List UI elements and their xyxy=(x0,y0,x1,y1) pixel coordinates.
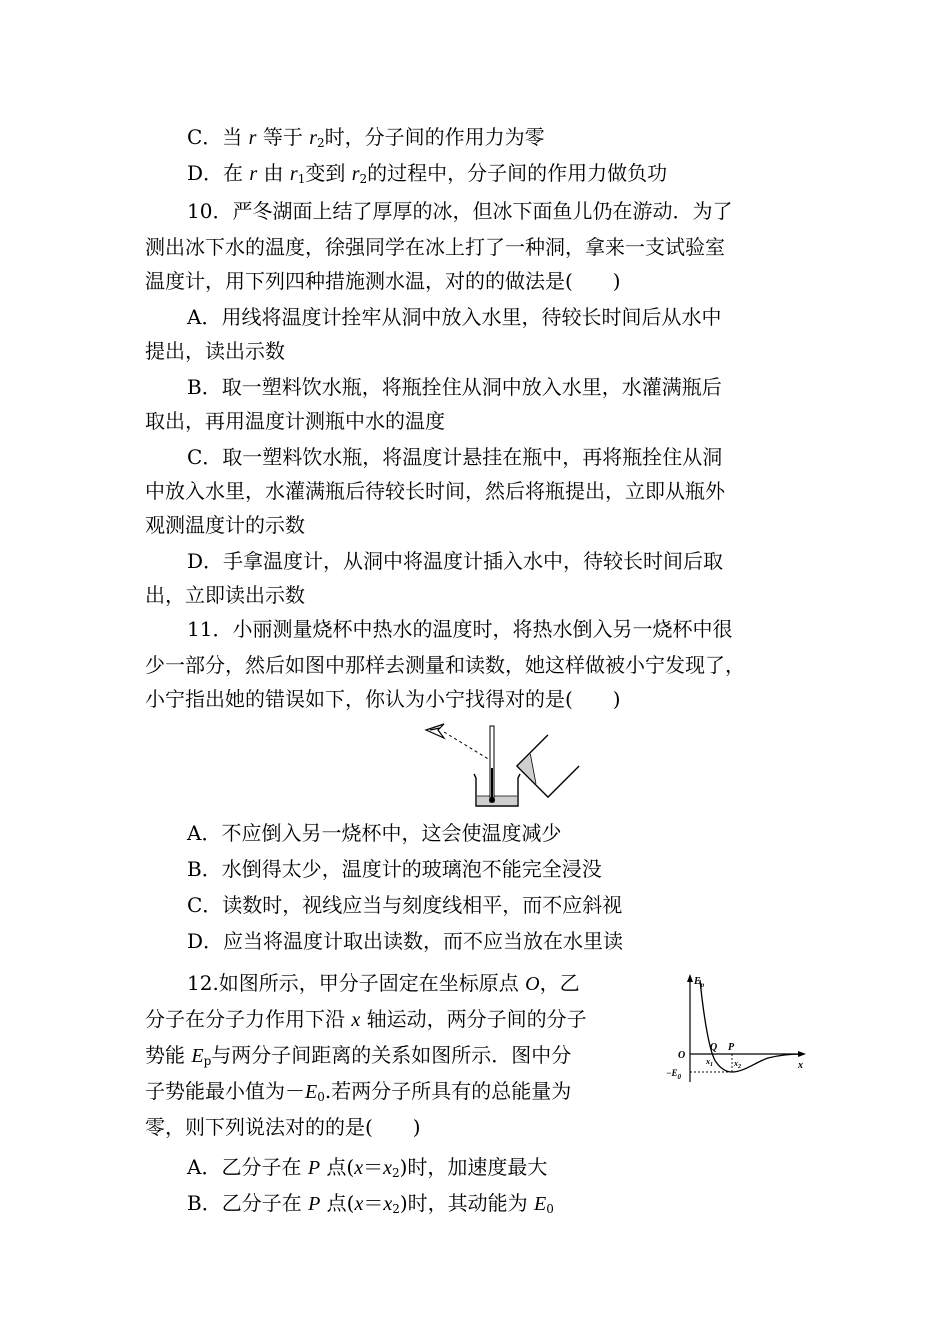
q10-option-b-line1: B．取一塑料饮水瓶，将瓶拴住从洞中放入水里，水灌满瓶后 xyxy=(187,375,722,399)
q10-option-d-line2: 出，立即读出示数 xyxy=(145,583,305,607)
q10-option-b-line2: 取出，再用温度计测瓶中水的温度 xyxy=(145,409,445,433)
x1-label: $x_1$ xyxy=(706,1057,713,1068)
q9-option-d: D．在 r 由 $r_1$变到 $r_2$的过程中，分子间的作用力做负功 xyxy=(187,161,668,186)
q-label: Q xyxy=(710,1042,718,1053)
q10-option-c-line3: 观测温度计的示数 xyxy=(145,513,305,537)
q10-option-a-line1: A．用线将温度计拴牢从洞中放入水里，待较长时间后从水中 xyxy=(187,305,722,329)
xlabel: x xyxy=(798,1060,803,1071)
q11-stem-line1: 11．小丽测量烧杯中热水的温度时，将热水倒入另一烧杯中很 xyxy=(187,617,733,641)
q11-option-d: D．应当将温度计取出读数，而不应当放在水里读 xyxy=(187,929,624,953)
sight-line xyxy=(444,732,490,760)
q12-option-a: A．乙分子在 P 点$(x=x_2)$时，加速度最大 xyxy=(187,1155,548,1180)
q11-option-c: C．读数时，视线应当与刻度线相平，而不应斜视 xyxy=(187,893,623,917)
q11-stem-line2: 少一部分，然后如图中那样去测量和读数，她这样做被小宁发现了， xyxy=(145,653,745,677)
q10-option-d-line1: D．手拿温度计，从洞中将温度计插入水中，待较长时间后取 xyxy=(187,549,724,573)
ylabel: $E_p$ xyxy=(694,976,705,989)
q10-option-c-line1: C．取一塑料饮水瓶，将温度计悬挂在瓶中，再将瓶拴住从洞 xyxy=(187,445,723,469)
q11-option-b: B．水倒得太少，温度计的玻璃泡不能完全浸没 xyxy=(187,857,602,881)
q11-stem-line3: 小宁指出她的错误如下，你认为小宁找得对的是( ) xyxy=(145,687,621,711)
neg-e0-label: $-E_0$ xyxy=(666,1068,681,1081)
x2-label: $x_2$ xyxy=(734,1059,741,1070)
origin-label: O xyxy=(678,1050,686,1061)
q10-stem-line3: 温度计，用下列四种措施测水温，对的的做法是( ) xyxy=(145,269,621,293)
q11-option-a: A．不应倒入另一烧杯中，这会使温度减少 xyxy=(187,821,562,845)
q9-option-c: C．当 r 等于 $r_2$时，分子间的作用力为零 xyxy=(187,125,545,150)
potential-energy-graph xyxy=(664,970,814,1094)
ep-curve xyxy=(700,980,802,1072)
q12-stem-line2: 分子在分子力作用下沿 x 轴运动，两分子间的分子 xyxy=(145,1007,587,1031)
poured-beaker xyxy=(517,735,579,797)
thermometer-beaker-figure xyxy=(420,718,590,810)
q12-stem-line4: 子势能最小值为$-E_0$.若两分子所具有的总能量为 xyxy=(145,1079,572,1104)
q12-stem-line5: 零，则下列说法对的的是( ) xyxy=(145,1115,421,1139)
q12-option-b: B．乙分子在 P 点$(x=x_2)$时，其动能为 $E_0$ xyxy=(187,1191,554,1216)
q10-stem-line2: 测出冰下水的温度，徐强同学在冰上打了一种洞，拿来一支试验室 xyxy=(145,235,725,259)
q10-stem-line1: 10．严冬湖面上结了厚厚的冰，但冰下面鱼儿仍在游动．为了 xyxy=(187,199,733,223)
p-label: P xyxy=(728,1042,735,1053)
q12-stem-line1: 12.如图所示，甲分子固定在坐标原点 O，乙 xyxy=(187,971,580,995)
q12-stem-line3: 势能 $E_p$与两分子间距离的关系如图所示．图中分 xyxy=(145,1043,572,1068)
q10-option-c-line2: 中放入水里，水灌满瓶后待较长时间，然后将瓶提出，立即从瓶外 xyxy=(145,479,725,503)
q10-option-a-line2: 提出，读出示数 xyxy=(145,339,285,363)
eye-icon xyxy=(426,724,444,738)
